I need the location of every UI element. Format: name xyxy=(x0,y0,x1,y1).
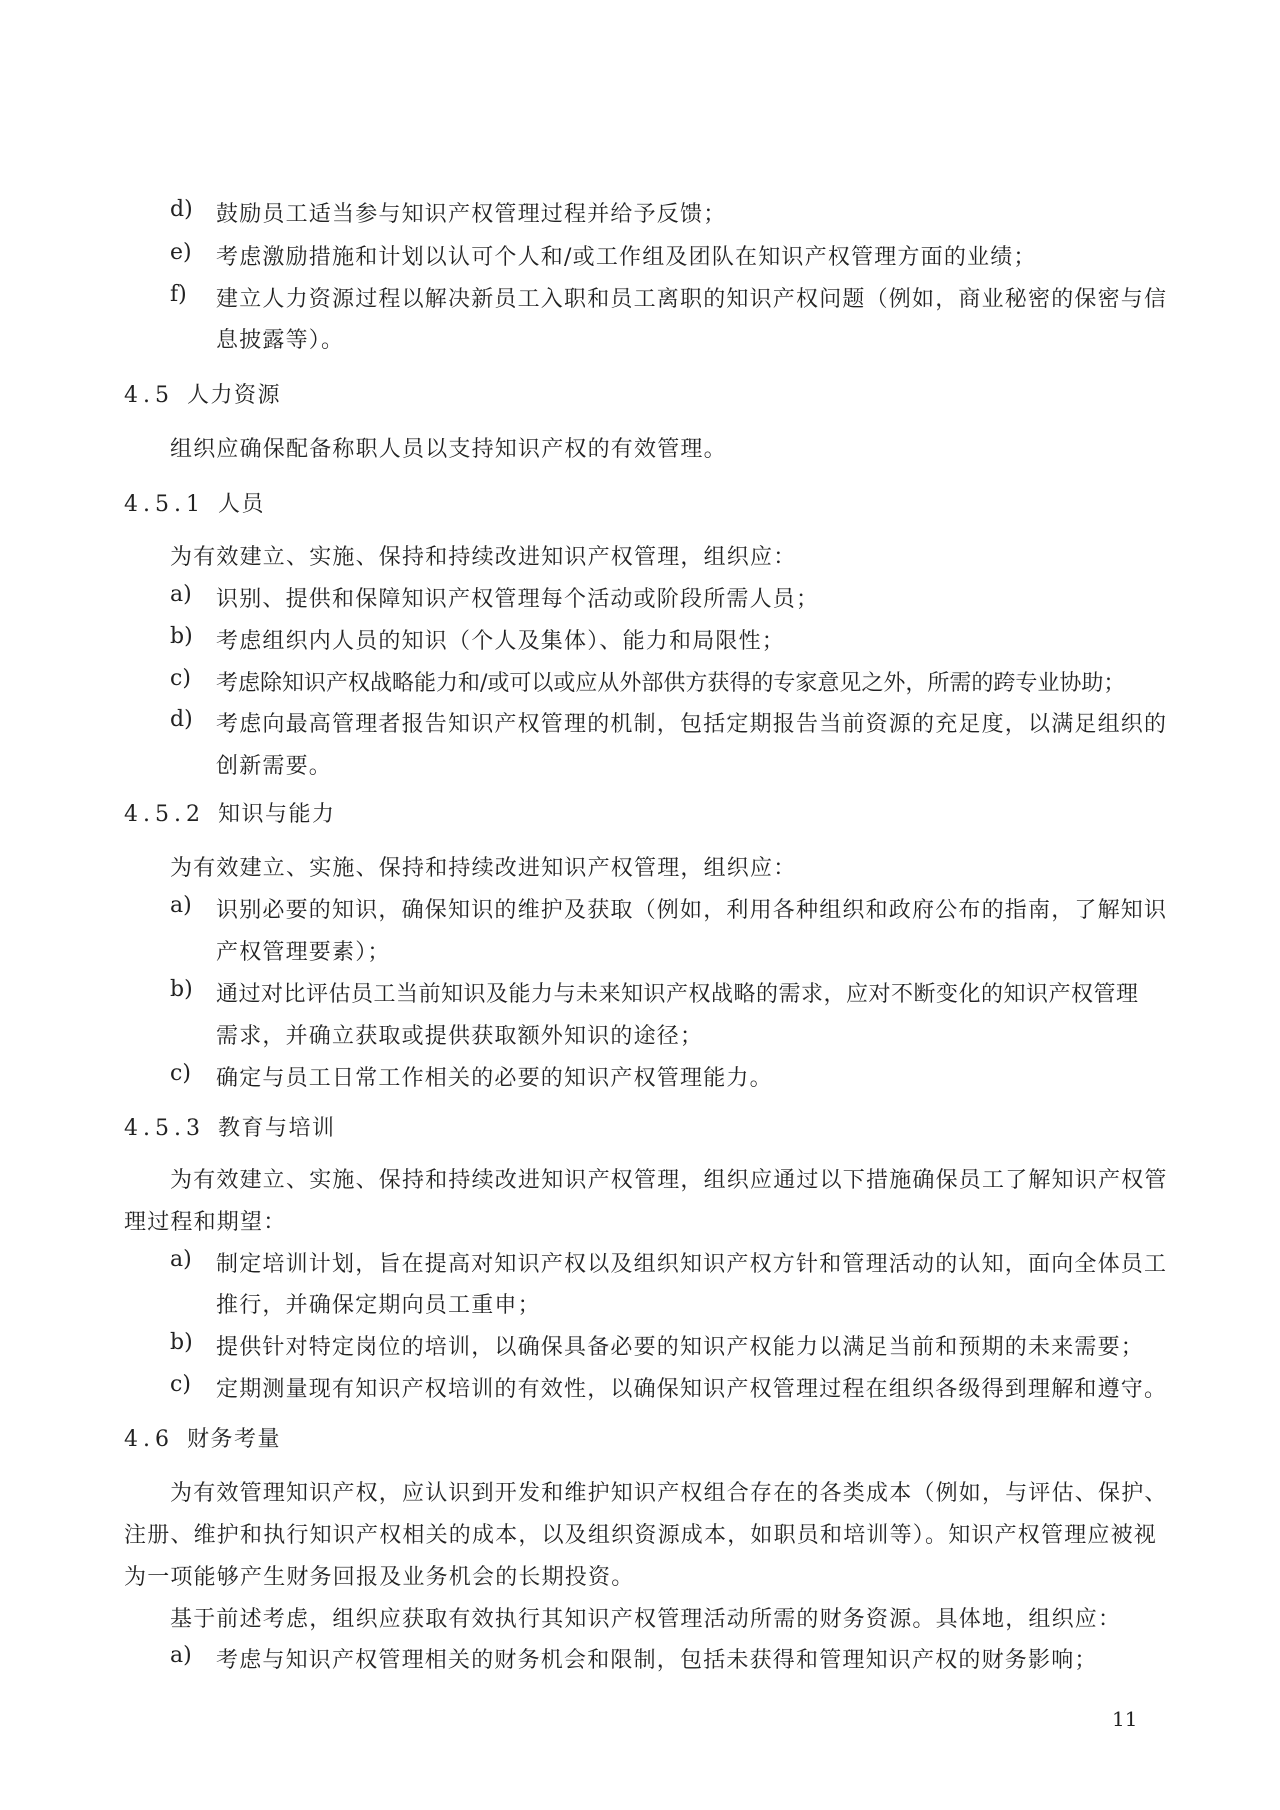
section-title: 财务考量 xyxy=(187,1427,282,1452)
list-item-text: 建立人力资源过程以解决新员工入职和员工离职的知识产权问题（例如，商业秘密的保密与信 xyxy=(216,287,1168,312)
paragraph: 为有效建立、实施、保持和持续改进知识产权管理，组织应： xyxy=(170,856,797,881)
section-number: 4.5.2 xyxy=(124,802,205,827)
section-heading xyxy=(124,797,336,828)
list-item-text: 提供针对特定岗位的培训，以确保具备必要的知识产权能力以满足当前和预期的未来需要； xyxy=(216,1335,1145,1360)
page-number: 11 xyxy=(1112,1707,1138,1731)
list-item-text: 创新需要。 xyxy=(216,754,333,779)
section-title: 人员 xyxy=(217,492,265,517)
section-heading xyxy=(124,1422,281,1453)
paragraph: 为一项能够产生财务回报及业务机会的长期投资。 xyxy=(124,1565,635,1590)
paragraph: 为有效建立、实施、保持和持续改进知识产权管理，组织应通过以下措施确保员工了解知识产权管 xyxy=(170,1168,1168,1193)
list-item-text: 通过对比评估员工当前知识及能力与未来知识产权战略的需求，应对不断变化的知识产权管理 xyxy=(216,982,1139,1007)
list-item-text: 考虑除知识产权战略能力和/或可以或应从外部供方获得的专家意见之外，所需的跨专业协助； xyxy=(216,671,1126,696)
list-label: a) xyxy=(170,893,192,918)
list-item-text: 制定培训计划，旨在提高对知识产权以及组织知识产权方针和管理活动的认知，面向全体员工 xyxy=(216,1252,1168,1277)
list-item-text: 识别必要的知识，确保知识的维护及获取（例如，利用各种组织和政府公布的指南，了解知识 xyxy=(216,898,1168,923)
list-item-text: 识别、提供和保障知识产权管理每个活动或阶段所需人员； xyxy=(216,587,820,612)
section-number: 4.6 xyxy=(124,1427,174,1452)
paragraph: 注册、维护和执行知识产权相关的成本，以及组织资源成本，如职员和培训等）。知识产权管理应被视 xyxy=(124,1523,1158,1548)
list-label: f) xyxy=(170,282,187,307)
list-item-text: 考虑与知识产权管理相关的财务机会和限制，包括未获得和管理知识产权的财务影响； xyxy=(216,1648,1098,1673)
list-item-text: 定期测量现有知识产权培训的有效性，以确保知识产权管理过程在组织各级得到理解和遵守。 xyxy=(216,1377,1168,1402)
list-item-text: 产权管理要素）； xyxy=(216,940,391,965)
list-item-text: 需求，并确立获取或提供获取额外知识的途径； xyxy=(216,1024,704,1049)
list-label: d) xyxy=(170,197,193,222)
list-item-text: 息披露等）。 xyxy=(216,328,345,353)
section-number: 4.5 xyxy=(124,383,174,408)
list-label: a) xyxy=(170,1643,192,1668)
section-title: 知识与能力 xyxy=(217,802,336,827)
list-label: b) xyxy=(170,624,193,649)
section-heading xyxy=(124,378,281,409)
section-heading xyxy=(124,1111,336,1142)
paragraph: 基于前述考虑，组织应获取有效执行其知识产权管理活动所需的财务资源。具体地，组织应： xyxy=(170,1607,1122,1632)
list-item-text: 确定与员工日常工作相关的必要的知识产权管理能力。 xyxy=(216,1066,773,1091)
list-label: b) xyxy=(170,977,193,1002)
section-title: 教育与培训 xyxy=(217,1116,336,1141)
list-item-text: 推行，并确保定期向员工重申； xyxy=(216,1293,541,1318)
paragraph: 组织应确保配备称职人员以支持知识产权的有效管理。 xyxy=(170,437,727,462)
paragraph: 理过程和期望： xyxy=(124,1210,287,1235)
section-heading xyxy=(124,487,265,518)
section-title: 人力资源 xyxy=(187,383,282,408)
list-label: c) xyxy=(170,1061,191,1086)
list-label: c) xyxy=(170,666,191,691)
list-label: e) xyxy=(170,240,192,265)
list-label: a) xyxy=(170,582,192,607)
list-item-text: 考虑组织内人员的知识（个人及集体）、能力和局限性； xyxy=(216,629,786,654)
list-item-text: 鼓励员工适当参与知识产权管理过程并给予反馈； xyxy=(216,202,727,227)
list-item-text: 考虑激励措施和计划以认可个人和/或工作组及团队在知识产权管理方面的业绩； xyxy=(216,245,1037,270)
paragraph: 为有效管理知识产权，应认识到开发和维护知识产权组合存在的各类成本（例如，与评估、保护、 xyxy=(170,1481,1168,1506)
list-label: a) xyxy=(170,1247,192,1272)
paragraph: 为有效建立、实施、保持和持续改进知识产权管理，组织应： xyxy=(170,545,797,570)
list-item-text: 考虑向最高管理者报告知识产权管理的机制，包括定期报告当前资源的充足度，以满足组织的 xyxy=(216,712,1168,737)
list-label: c) xyxy=(170,1372,191,1397)
list-label: b) xyxy=(170,1330,193,1355)
section-number: 4.5.1 xyxy=(124,492,205,517)
list-label: d) xyxy=(170,707,193,732)
section-number: 4.5.3 xyxy=(124,1116,205,1141)
